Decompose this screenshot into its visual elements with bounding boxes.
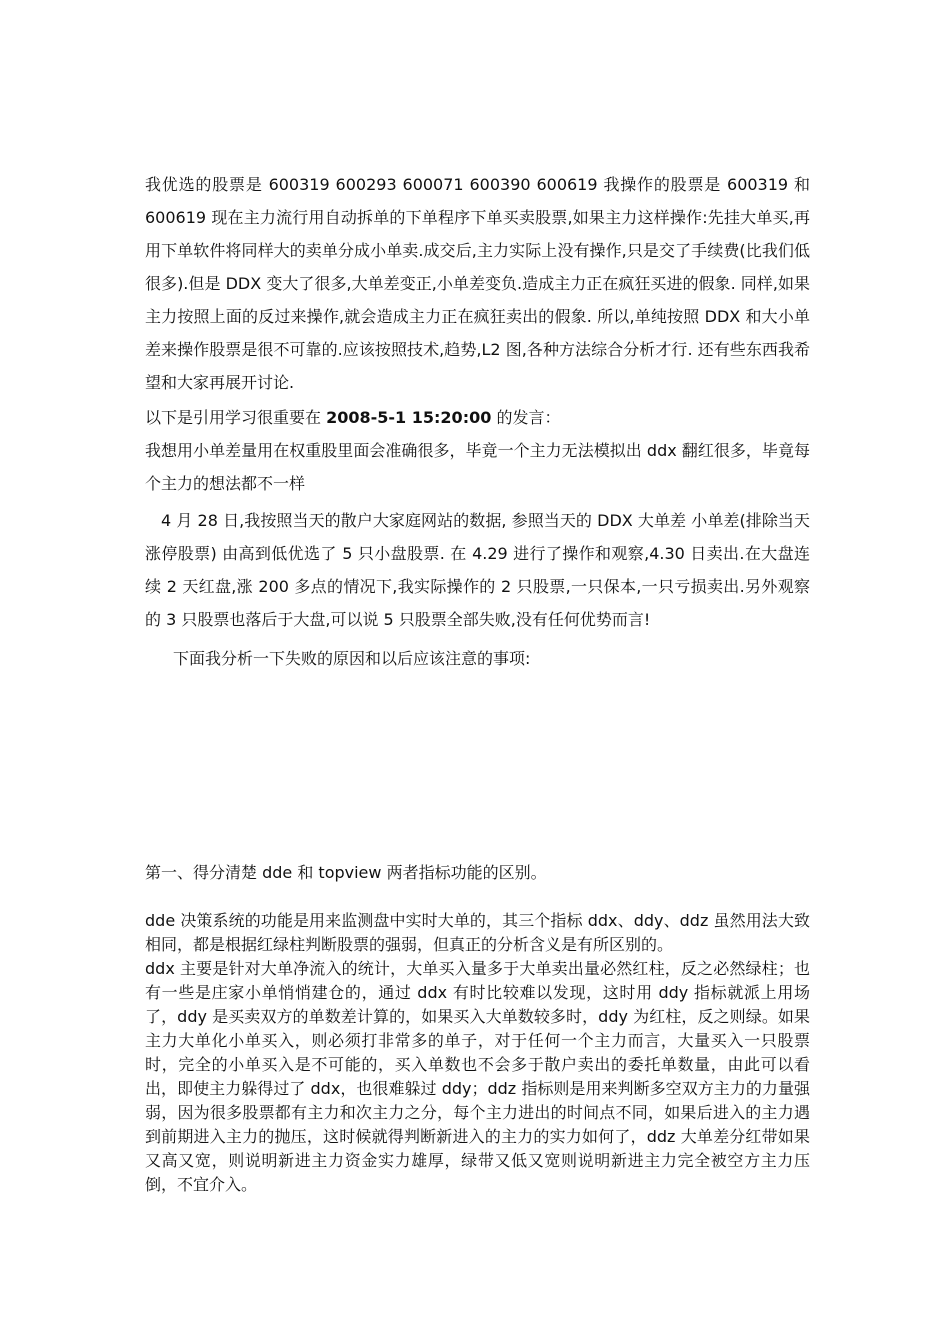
forum-post-section — [145, 168, 810, 675]
paragraph-analysis-intro: 下面我分析一下失败的原因和以后应该注意的事项: — [173, 649, 531, 668]
paragraph-dde-overview: dde 决策系统的功能是用来监测盘中实时大单的，其三个指标 ddx、ddy、ddz 虽然用法大致相同，都是根据红绿柱判断股票的强弱，但真正的分析含义是有所区别的。 — [145, 911, 810, 954]
quote-suffix: 的发言： — [496, 408, 561, 427]
section-heading: 第一、得分清楚 dde 和 topview 两者指标功能的区别。 — [145, 863, 547, 882]
analysis-section — [145, 859, 810, 1197]
paragraph-stock-selection: 我优选的股票是 600319 600293 600071 600390 600619 我操作的股票是 600319 和 600619 现在主力流行用自动拆单的下单程序下单买卖股票,如果主力这样操作:先挂大单买,再用下单软件将同样大的卖单分成小单卖.成交后,主力实际上没有操作,只是交了手续费(比我们低很多).但是 DDX 变大了很多,大单差变正,小单差变负.造成主力正在疯狂买进的假象. 同样,如果主力按照上面的反过来操作,就会造成主力正在疯狂卖出的假象. 所以,单纯按照 DDX 和大小单差来操作股票是很不可靠的.应该按照技术,趋势,L2 图,各种方法综合分析才行. 还有些东西我希望和大家再展开讨论. — [145, 175, 810, 392]
quoted-text: 我想用小单差量用在权重股里面会准确很多，毕竟一个主力无法模拟出 ddx 翻红很多，毕竟每个主力的想法都不一样 — [145, 441, 810, 493]
paragraph-experiment: 4 月 28 日,我按照当天的散户大家庭网站的数据, 参照当天的 DDX 大单差 小单差(排除当天涨停股票) 由高到低优选了 5 只小盘股票. 在 4.29 进行了操作和观察,4.30 日卖出.在大盘连续 2 天红盘,涨 200 多点的情况下,我实际操作的 2 只股票,一只保本,一只亏损卖出.另外观察的 3 只股票也落后于大盘,可以说 5 只股票全部失败,没有任何优势而言! — [145, 511, 810, 629]
quote-attribution — [145, 401, 810, 434]
quote-prefix: 以下是引用学习很重要在 — [145, 408, 322, 427]
paragraph-ddx-ddy-ddz: ddx 主要是针对大单净流入的统计，大单买入量多于大单卖出量必然红柱，反之必然绿柱；也有一些是庄家小单悄悄建仓的，通过 ddx 有时比较难以发现，这时用 ddy 指标就派上用场了，ddy 是买卖双方的单数差计算的，如果买入大单数较多时，ddy 为红柱，反之则绿。如果主力大单化小单买入，则必须打非常多的单子，对于任何一个主力而言，大量买入一只股票时，完全的小单买入是不可能的，买入单数也不会多于散户卖出的委托单数量，由此可以看出，即使主力躲得过了 ddx，也很难躲过 ddy；ddz 指标则是用来判断多空双方主力的力量强弱，因为很多股票都有主力和次主力之分，每个主力进出的时间点不同，如果后进入的主力遇到前期进入主力的抛压，这时候就得判断新进入的主力的实力如何了，ddz 大单差分红带如果又高又宽，则说明新进主力资金实力雄厚，绿带又低又宽则说明新进主力完全被空方主力压倒，不宜介入。 — [145, 959, 810, 1194]
quote-timestamp: 2008-5-1 15:20:00 — [326, 408, 492, 427]
